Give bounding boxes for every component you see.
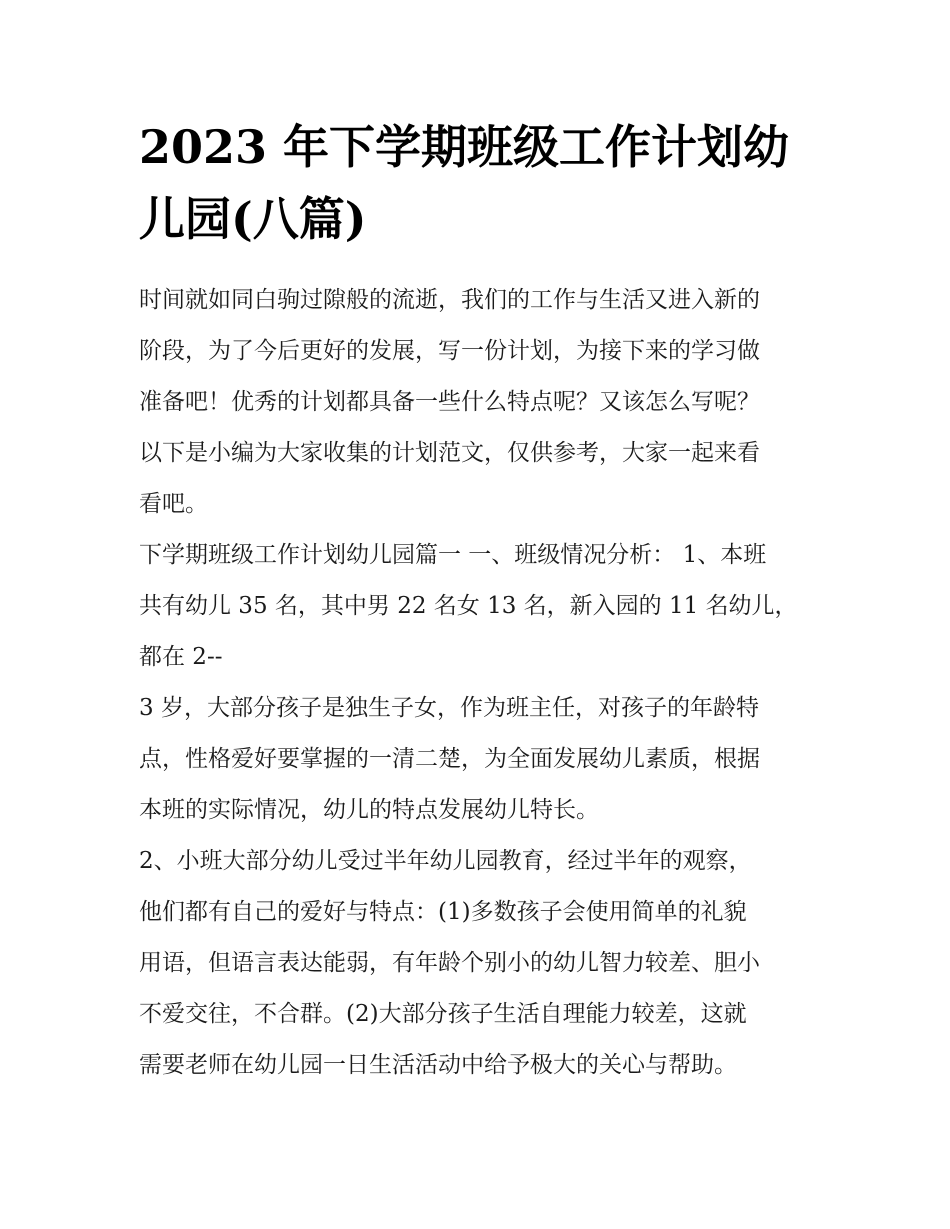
document-title-line-1	[139, 111, 829, 183]
body-line: 下学期班级工作计划幼儿园篇一 一、班级情况分析： 1、本班	[139, 542, 767, 568]
body-line: 本班的实际情况，幼儿的特点发展幼儿特长。	[139, 797, 599, 823]
body-line: 点，性格爱好要掌握的一清二楚，为全面发展幼儿素质，根据	[139, 746, 760, 772]
body-line: 都在 2--	[139, 644, 223, 670]
body-line: 用语，但语言表达能弱，有年龄个别小的幼儿智力较差、胆小	[139, 950, 760, 976]
document-title-line-2	[139, 183, 829, 255]
title-text-1: 年下学期班级工作计划幼	[283, 120, 790, 174]
body-line: 共有幼儿 35 名，其中男 22 名女 13 名，新入园的 11 名幼儿，	[139, 593, 798, 619]
body-line: 看吧。	[139, 491, 208, 517]
title-year: 2023	[139, 120, 268, 174]
body-line: 时间就如同白驹过隙般的流逝，我们的工作与生活又进入新的	[139, 287, 760, 313]
body-line: 3 岁，大部分孩子是独生子女，作为班主任，对孩子的年龄特	[139, 695, 759, 721]
body-line: 不爱交往，不合群。(2)大部分孩子生活自理能力较差，这就	[139, 1001, 747, 1027]
title-text-2: 儿园(八篇)	[139, 192, 367, 246]
body-line: 阶段，为了今后更好的发展，写一份计划，为接下来的学习做	[139, 338, 760, 364]
body-line: 需要老师在幼儿园一日生活活动中给予极大的关心与帮助。	[139, 1052, 737, 1078]
body-line: 2、小班大部分幼儿受过半年幼儿园教育，经过半年的观察，	[139, 848, 752, 874]
body-line: 他们都有自己的爱好与特点：(1)多数孩子会使用简单的礼貌	[139, 899, 747, 925]
body-line: 以下是小编为大家收集的计划范文，仅供参考，大家一起来看	[139, 440, 760, 466]
body-line: 准备吧！优秀的计划都具备一些什么特点呢？又该怎么写呢？	[139, 389, 760, 415]
